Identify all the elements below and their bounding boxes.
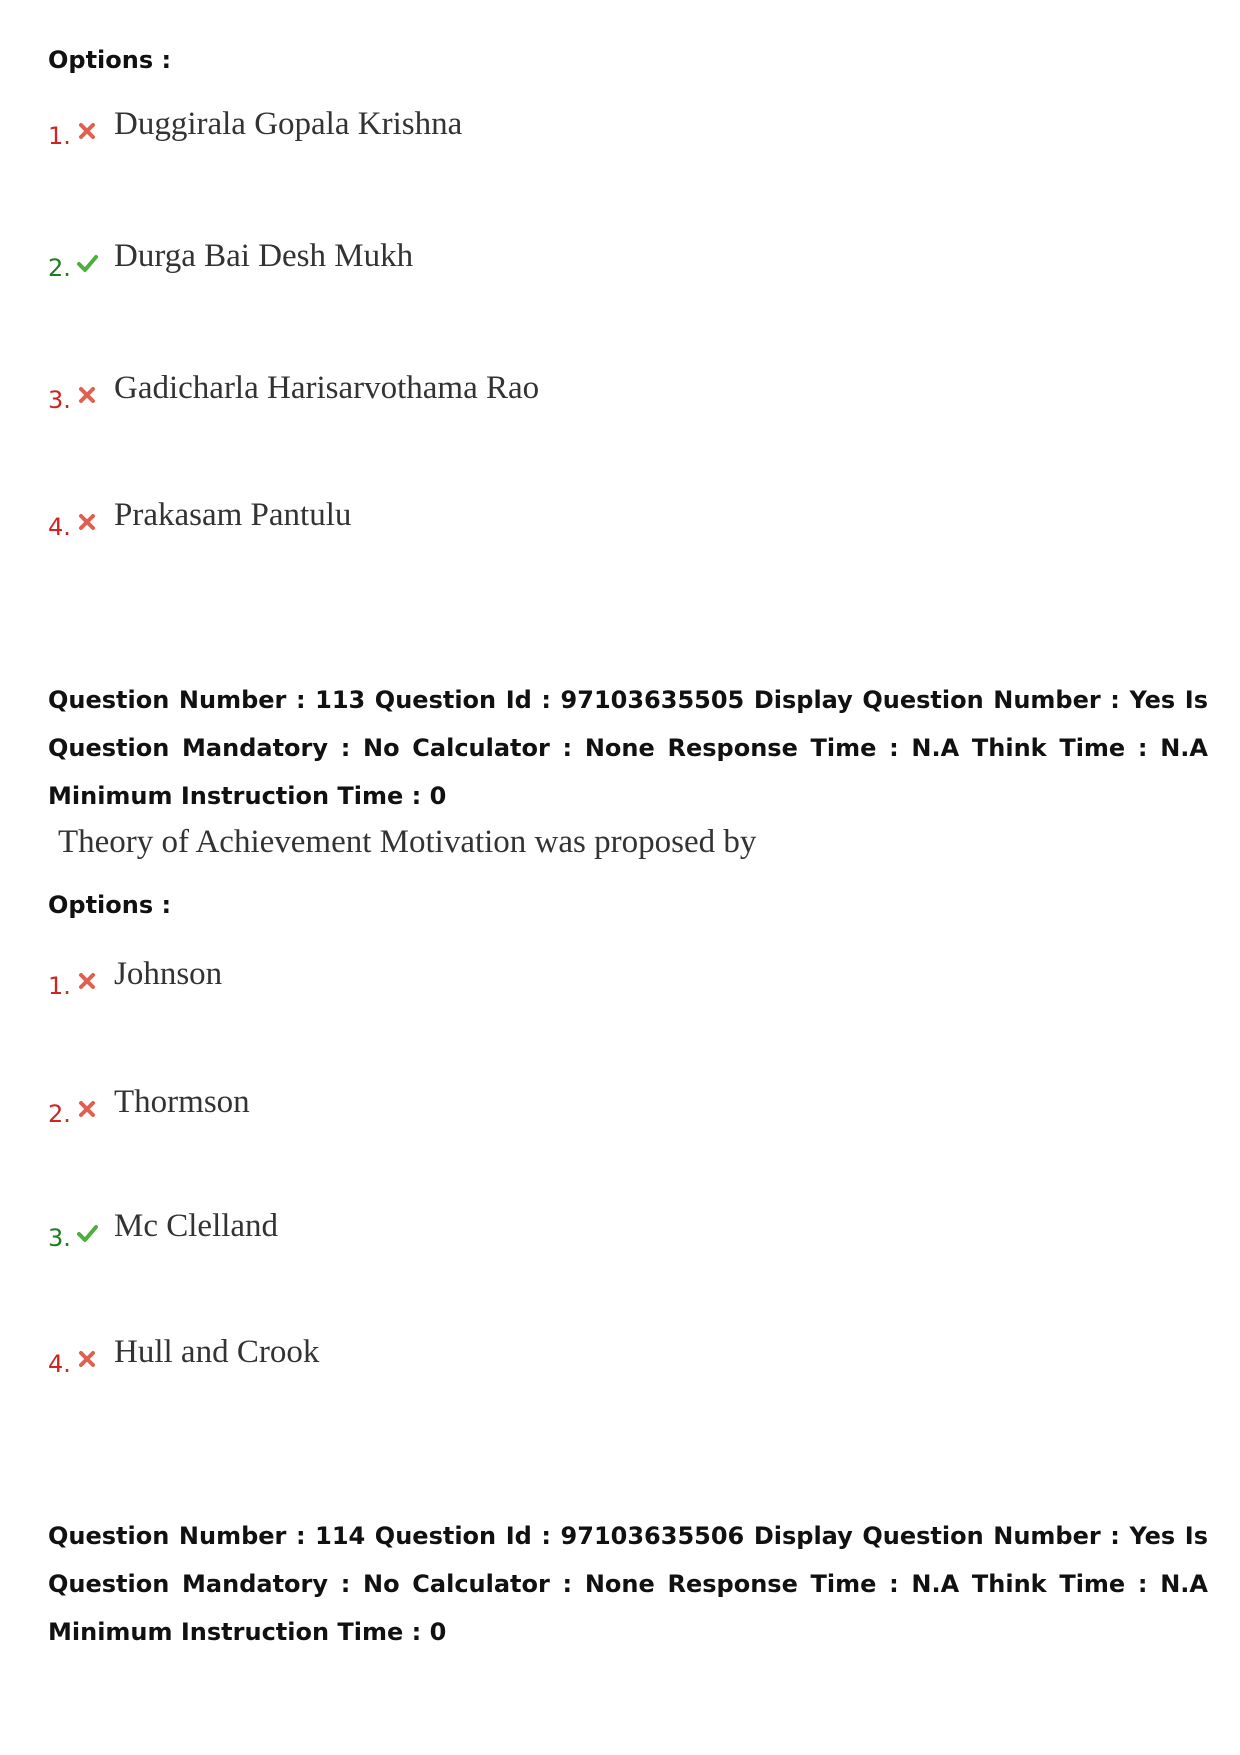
option-text: Prakasam Pantulu xyxy=(114,497,352,533)
cross-icon xyxy=(76,1348,98,1370)
cross-icon xyxy=(76,970,98,992)
option-number: 4. xyxy=(48,1350,71,1378)
question-meta: Question Number : 114 Question Id : 97103635506 Display Question Number : Yes Is Question Mandatory : No Calculator : None Response Time : N.A Think Time : N.A Minimum Instruction Time : 0 xyxy=(48,1522,1208,1646)
option-number: 1. xyxy=(48,122,71,150)
cross-icon xyxy=(76,120,98,142)
option-number: 4. xyxy=(48,513,71,541)
option-text: Hull and Crook xyxy=(114,1334,320,1370)
option-text: Gadicharla Harisarvothama Rao xyxy=(114,370,540,406)
options-label: Options : xyxy=(48,46,172,74)
cross-icon xyxy=(76,384,98,406)
option-number: 3. xyxy=(48,386,71,414)
option-text: Duggirala Gopala Krishna xyxy=(114,106,463,142)
cross-icon xyxy=(76,1098,98,1120)
cross-icon xyxy=(76,511,98,533)
check-icon xyxy=(76,252,98,274)
question-meta: Question Number : 113 Question Id : 97103635505 Display Question Number : Yes Is Question Mandatory : No Calculator : None Response Time : N.A Think Time : N.A Minimum Instruction Time : 0 xyxy=(48,686,1208,810)
check-icon xyxy=(76,1222,98,1244)
options-label: Options : xyxy=(48,891,172,919)
option-text: Thormson xyxy=(114,1084,250,1120)
option-text: Durga Bai Desh Mukh xyxy=(114,238,414,274)
option-text: Johnson xyxy=(114,956,223,992)
option-number: 1. xyxy=(48,972,71,1000)
option-text: Mc Clelland xyxy=(114,1208,279,1244)
option-number: 3. xyxy=(48,1224,71,1252)
option-number: 2. xyxy=(48,254,71,282)
question-text: Theory of Achievement Motivation was proposed by xyxy=(58,824,757,860)
option-number: 2. xyxy=(48,1100,71,1128)
